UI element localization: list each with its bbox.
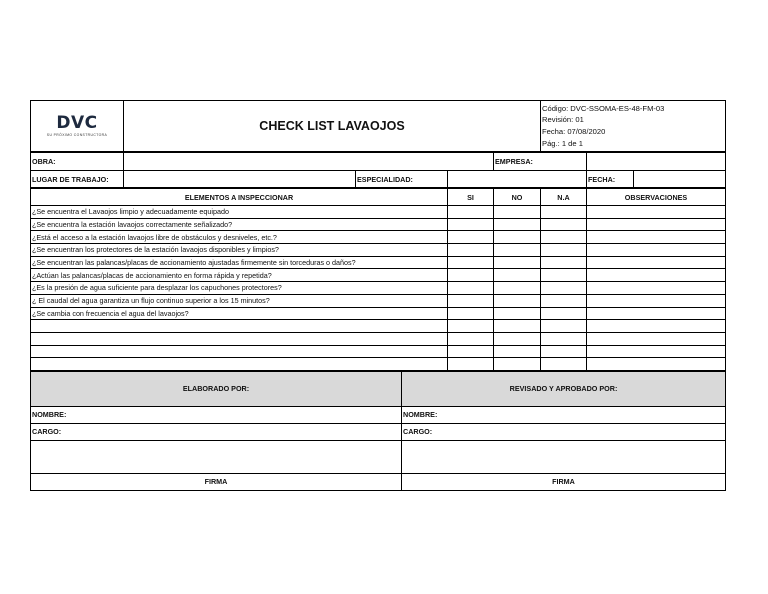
especialidad-label: ESPECIALIDAD: — [356, 171, 448, 188]
na-cell[interactable] — [541, 320, 587, 333]
observaciones-cell[interactable] — [587, 206, 726, 219]
col-header-na: N.A — [541, 189, 587, 206]
si-cell[interactable] — [448, 244, 494, 257]
signature-space-left[interactable] — [31, 440, 402, 473]
inspection-item: ¿Se cambia con frecuencia el agua del lavaojos? — [31, 307, 448, 320]
inspection-item: ¿Se encuentran los protectores de la estación lavaojos disponibles y limpios? — [31, 244, 448, 257]
si-cell[interactable] — [448, 269, 494, 282]
si-cell[interactable] — [448, 282, 494, 295]
si-cell[interactable] — [448, 358, 494, 371]
table-row — [31, 282, 726, 295]
observaciones-cell[interactable] — [587, 244, 726, 257]
observaciones-cell[interactable] — [587, 307, 726, 320]
table-row — [31, 307, 726, 320]
observaciones-cell[interactable] — [587, 294, 726, 307]
no-cell[interactable] — [494, 332, 541, 345]
table-row — [31, 269, 726, 282]
cargo-left[interactable]: CARGO: — [31, 423, 402, 440]
na-cell[interactable] — [541, 231, 587, 244]
inspection-table — [30, 188, 726, 371]
inspection-item — [31, 358, 448, 371]
col-header-si: SI — [448, 189, 494, 206]
na-cell[interactable] — [541, 282, 587, 295]
empresa-field[interactable] — [587, 153, 726, 171]
si-cell[interactable] — [448, 218, 494, 231]
si-cell[interactable] — [448, 206, 494, 219]
empresa-label: EMPRESA: — [494, 153, 587, 171]
no-cell[interactable] — [494, 307, 541, 320]
si-cell[interactable] — [448, 307, 494, 320]
especialidad-field[interactable] — [448, 171, 587, 188]
no-cell[interactable] — [494, 345, 541, 358]
table-row — [31, 244, 726, 257]
inspection-item: ¿Está el acceso a la estación lavaojos libre de obstáculos y desniveles, etc.? — [31, 231, 448, 244]
table-row — [31, 320, 726, 333]
col-header-elementos: ELEMENTOS A INSPECCIONAR — [31, 189, 448, 206]
lugar-label: LUGAR DE TRABAJO: — [31, 171, 124, 188]
inspection-item: ¿Se encuentra el Lavaojos limpio y adecuadamente equipado — [31, 206, 448, 219]
obra-field[interactable] — [124, 153, 494, 171]
fecha-label: FECHA: — [587, 171, 634, 188]
table-row — [31, 256, 726, 269]
na-cell[interactable] — [541, 256, 587, 269]
na-cell[interactable] — [541, 358, 587, 371]
no-cell[interactable] — [494, 218, 541, 231]
observaciones-cell[interactable] — [587, 218, 726, 231]
inspection-item — [31, 345, 448, 358]
observaciones-cell[interactable] — [587, 282, 726, 295]
inspection-item: ¿Es la presión de agua suficiente para desplazar los capuchones protectores? — [31, 282, 448, 295]
logo-text: DVC — [56, 113, 98, 133]
no-cell[interactable] — [494, 206, 541, 219]
na-cell[interactable] — [541, 332, 587, 345]
doc-code: Código: DVC-SSOMA-ES-48-FM-03 — [542, 103, 665, 113]
observaciones-cell[interactable] — [587, 345, 726, 358]
table-row — [31, 294, 726, 307]
si-cell[interactable] — [448, 332, 494, 345]
inspection-rows — [31, 206, 726, 371]
no-cell[interactable] — [494, 256, 541, 269]
inspection-item — [31, 332, 448, 345]
na-cell[interactable] — [541, 206, 587, 219]
table-row — [31, 358, 726, 371]
table-row — [31, 332, 726, 345]
no-cell[interactable] — [494, 231, 541, 244]
inspection-item: ¿Se encuentran las palancas/placas de accionamiento ajustadas firmemente sin torceduras o daños? — [31, 256, 448, 269]
cargo-right[interactable]: CARGO: — [402, 423, 726, 440]
col-header-observaciones: OBSERVACIONES — [587, 189, 726, 206]
fecha-field[interactable] — [634, 171, 726, 188]
doc-revision: Revisión: 01 — [542, 115, 584, 125]
table-row — [31, 206, 726, 219]
no-cell[interactable] — [494, 320, 541, 333]
na-cell[interactable] — [541, 307, 587, 320]
na-cell[interactable] — [541, 269, 587, 282]
inspection-item: ¿Actúan las palancas/placas de accionamiento en forma rápida y repetida? — [31, 269, 448, 282]
no-cell[interactable] — [494, 358, 541, 371]
header-table — [30, 100, 726, 152]
table-row — [31, 231, 726, 244]
nombre-right[interactable]: NOMBRE: — [402, 406, 726, 423]
elaborado-header: ELABORADO POR: — [31, 371, 402, 406]
table-row — [31, 218, 726, 231]
firma-right: FIRMA — [402, 473, 726, 490]
logo-tagline: SU PRÓXIMO CONSTRUCTORA — [46, 133, 108, 137]
observaciones-cell[interactable] — [587, 320, 726, 333]
no-cell[interactable] — [494, 294, 541, 307]
si-cell[interactable] — [448, 231, 494, 244]
na-cell[interactable] — [541, 244, 587, 257]
company-logo — [31, 101, 124, 152]
inspection-item: ¿Se encuentra la estación lavaojos correctamente señalizado? — [31, 218, 448, 231]
revisado-header: REVISADO Y APROBADO POR: — [402, 371, 726, 406]
nombre-left[interactable]: NOMBRE: — [31, 406, 402, 423]
observaciones-cell[interactable] — [587, 269, 726, 282]
no-cell[interactable] — [494, 244, 541, 257]
inspection-item: ¿ El caudal del agua garantiza un flujo continuo superior a los 15 minutos? — [31, 294, 448, 307]
obra-label: OBRA: — [31, 153, 124, 171]
observaciones-cell[interactable] — [587, 332, 726, 345]
observaciones-cell[interactable] — [587, 358, 726, 371]
signature-table — [30, 371, 726, 491]
no-cell[interactable] — [494, 282, 541, 295]
document-meta — [541, 101, 726, 152]
si-cell[interactable] — [448, 345, 494, 358]
si-cell[interactable] — [448, 256, 494, 269]
na-cell[interactable] — [541, 218, 587, 231]
na-cell[interactable] — [541, 345, 587, 358]
checklist-form — [30, 100, 725, 491]
doc-page: Pág.: 1 de 1 — [542, 138, 583, 148]
observaciones-cell[interactable] — [587, 231, 726, 244]
no-cell[interactable] — [494, 269, 541, 282]
si-cell[interactable] — [448, 320, 494, 333]
table-row — [31, 345, 726, 358]
firma-left: FIRMA — [31, 473, 402, 490]
doc-date: Fecha: 07/08/2020 — [542, 127, 606, 136]
si-cell[interactable] — [448, 294, 494, 307]
na-cell[interactable] — [541, 294, 587, 307]
signature-space-right[interactable] — [402, 440, 726, 473]
document-title: CHECK LIST LAVAOJOS — [124, 101, 541, 152]
info-table — [30, 152, 726, 188]
inspection-item — [31, 320, 448, 333]
col-header-no: NO — [494, 189, 541, 206]
observaciones-cell[interactable] — [587, 256, 726, 269]
lugar-field[interactable] — [124, 171, 356, 188]
